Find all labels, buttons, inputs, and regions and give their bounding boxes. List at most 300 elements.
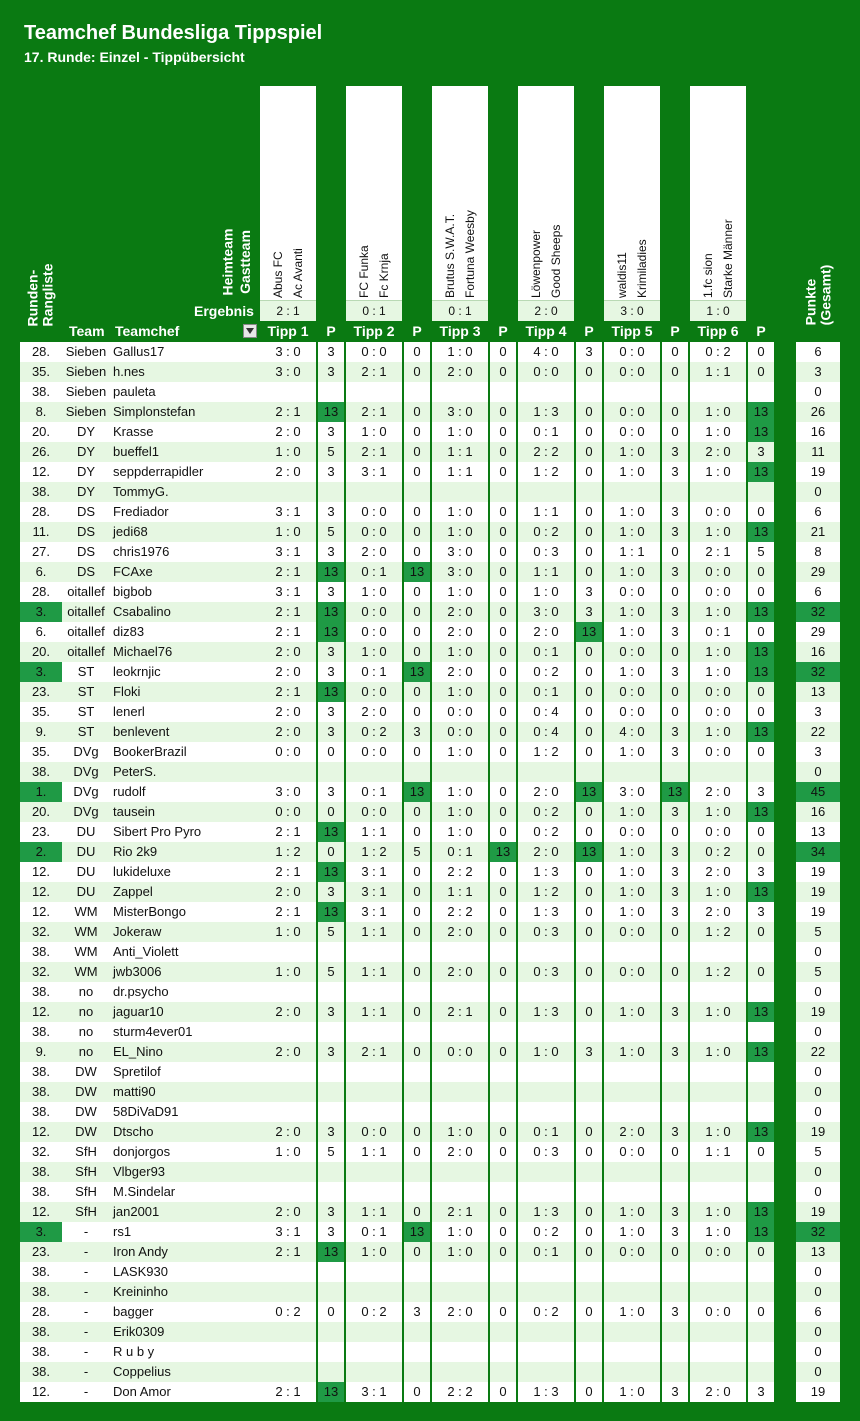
tipp-cell: 1 : 0 bbox=[604, 562, 660, 582]
teamchef-cell: Michael76 bbox=[110, 642, 260, 662]
rank-cell: 38. bbox=[20, 1322, 62, 1342]
team-cell: WM bbox=[62, 902, 110, 922]
points-cell: 0 bbox=[576, 962, 602, 982]
tipp-cell: 2 : 1 bbox=[260, 562, 316, 582]
points-cell: 3 bbox=[576, 582, 602, 602]
tipp-cell: 1 : 3 bbox=[518, 1382, 574, 1402]
table-row[interactable] bbox=[0, 1382, 860, 1402]
table-row[interactable] bbox=[0, 782, 860, 802]
points-cell bbox=[576, 942, 602, 962]
tipp-cell bbox=[260, 1322, 316, 1342]
tipp-cell: 0 : 3 bbox=[518, 542, 574, 562]
tipp-cell bbox=[346, 482, 402, 502]
table-row[interactable] bbox=[0, 1102, 860, 1122]
teamchef-cell: FCAxe bbox=[110, 562, 260, 582]
tipp-cell bbox=[260, 1262, 316, 1282]
points-cell: 0 bbox=[748, 962, 774, 982]
table-row[interactable] bbox=[0, 1062, 860, 1082]
tipp-cell bbox=[432, 1282, 488, 1302]
points-cell: 0 bbox=[404, 922, 430, 942]
teamchef-cell: leokrnjic bbox=[110, 662, 260, 682]
tipp-cell: 2 : 2 bbox=[518, 442, 574, 462]
points-cell: 13 bbox=[318, 1242, 344, 1262]
points-cell: 0 bbox=[576, 1222, 602, 1242]
table-row[interactable] bbox=[0, 522, 860, 542]
teamchef-cell: Gallus17 bbox=[110, 342, 260, 362]
tipp-cell bbox=[518, 982, 574, 1002]
tipp-cell: 2 : 1 bbox=[260, 822, 316, 842]
tipp-cell bbox=[260, 482, 316, 502]
tipp-cell bbox=[604, 1262, 660, 1282]
table-row[interactable] bbox=[0, 1142, 860, 1162]
points-cell bbox=[662, 1082, 688, 1102]
tipp-cell: 1 : 0 bbox=[604, 462, 660, 482]
tipp-column-header: Tipp 1 bbox=[267, 323, 309, 339]
total-points-cell: 16 bbox=[796, 422, 840, 442]
team-cell: ST bbox=[62, 662, 110, 682]
table-row[interactable] bbox=[0, 842, 860, 862]
table-row[interactable] bbox=[0, 1182, 860, 1202]
points-cell: 13 bbox=[318, 862, 344, 882]
table-row[interactable] bbox=[0, 1002, 860, 1022]
away-team: Fc Krnja bbox=[377, 253, 391, 298]
points-cell: 3 bbox=[662, 522, 688, 542]
table-row[interactable] bbox=[0, 502, 860, 522]
points-cell bbox=[490, 482, 516, 502]
tipp-cell: 4 : 0 bbox=[518, 342, 574, 362]
table-row[interactable] bbox=[0, 862, 860, 882]
points-cell: 0 bbox=[490, 702, 516, 722]
team-cell: - bbox=[62, 1362, 110, 1382]
table-row[interactable] bbox=[0, 562, 860, 582]
tipp-cell bbox=[346, 382, 402, 402]
tipp-cell bbox=[432, 1062, 488, 1082]
points-cell bbox=[404, 1082, 430, 1102]
points-cell: 0 bbox=[404, 1202, 430, 1222]
tipp-cell: 1 : 0 bbox=[432, 742, 488, 762]
points-cell: 0 bbox=[404, 642, 430, 662]
table-row[interactable] bbox=[0, 682, 860, 702]
rank-cell: 23. bbox=[20, 1242, 62, 1262]
tipp-cell: 2 : 0 bbox=[260, 1122, 316, 1142]
away-team: Fortuna Weesby bbox=[463, 210, 477, 298]
points-cell: 3 bbox=[318, 722, 344, 742]
points-cell: 0 bbox=[404, 462, 430, 482]
table-row[interactable] bbox=[0, 1302, 860, 1322]
points-cell bbox=[662, 1262, 688, 1282]
points-cell bbox=[748, 1282, 774, 1302]
tipp-cell bbox=[432, 1182, 488, 1202]
tipp-cell: 1 : 0 bbox=[690, 1202, 746, 1222]
tipp-cell bbox=[690, 1282, 746, 1302]
points-cell: 13 bbox=[748, 1122, 774, 1142]
tipp-cell: 0 : 2 bbox=[690, 842, 746, 862]
tipp-cell: 0 : 0 bbox=[432, 1042, 488, 1062]
tipp-cell bbox=[518, 1022, 574, 1042]
tipp-cell: 1 : 0 bbox=[690, 602, 746, 622]
points-cell: 3 bbox=[576, 1042, 602, 1062]
points-cell: 5 bbox=[318, 442, 344, 462]
points-cell: 3 bbox=[662, 1222, 688, 1242]
team-cell: DY bbox=[62, 422, 110, 442]
team-cell: DU bbox=[62, 822, 110, 842]
rank-cell: 35. bbox=[20, 362, 62, 382]
table-row[interactable] bbox=[0, 1242, 860, 1262]
tipp-cell bbox=[604, 1362, 660, 1382]
total-points-cell: 5 bbox=[796, 962, 840, 982]
total-points-cell: 0 bbox=[796, 482, 840, 502]
table-row[interactable] bbox=[0, 1162, 860, 1182]
table-row[interactable] bbox=[0, 1122, 860, 1142]
points-cell: 13 bbox=[748, 402, 774, 422]
points-cell bbox=[576, 1162, 602, 1182]
points-cell: 0 bbox=[662, 582, 688, 602]
points-cell: 0 bbox=[576, 702, 602, 722]
table-row[interactable] bbox=[0, 382, 860, 402]
points-cell: 0 bbox=[748, 362, 774, 382]
table-row[interactable] bbox=[0, 802, 860, 822]
points-cell: 0 bbox=[576, 502, 602, 522]
home-team: Löwenpower bbox=[529, 229, 543, 298]
team-cell: no bbox=[62, 1022, 110, 1042]
tipp-cell bbox=[346, 762, 402, 782]
total-points-cell: 3 bbox=[796, 702, 840, 722]
table-row[interactable] bbox=[0, 882, 860, 902]
points-cell bbox=[318, 1022, 344, 1042]
tipp-cell bbox=[432, 1322, 488, 1342]
points-cell: 0 bbox=[662, 402, 688, 422]
team-cell: SfH bbox=[62, 1162, 110, 1182]
team-cell: oitallef bbox=[62, 602, 110, 622]
points-cell: 0 bbox=[490, 562, 516, 582]
tipp-cell: 4 : 0 bbox=[604, 722, 660, 742]
teamchef-cell: Don Amor bbox=[110, 1382, 260, 1402]
tipp-cell bbox=[518, 1262, 574, 1282]
table-row[interactable] bbox=[0, 602, 860, 622]
points-cell bbox=[748, 1022, 774, 1042]
teamchef-cell: Coppelius bbox=[110, 1362, 260, 1382]
points-cell: 0 bbox=[576, 402, 602, 422]
points-cell: 0 bbox=[662, 962, 688, 982]
points-cell: 0 bbox=[662, 922, 688, 942]
tipp-cell: 0 : 0 bbox=[690, 702, 746, 722]
teamchef-cell: Kreininho bbox=[110, 1282, 260, 1302]
total-points-cell: 0 bbox=[796, 1162, 840, 1182]
table-row[interactable] bbox=[0, 762, 860, 782]
points-cell: 13 bbox=[576, 622, 602, 642]
tipp-cell: 2 : 1 bbox=[346, 1042, 402, 1062]
teamchef-cell: bigbob bbox=[110, 582, 260, 602]
tipp-cell: 2 : 0 bbox=[260, 882, 316, 902]
points-cell: 0 bbox=[490, 882, 516, 902]
tipp-cell: 1 : 3 bbox=[518, 1002, 574, 1022]
tipp-cell: 2 : 2 bbox=[432, 902, 488, 922]
tipp-cell: 0 : 0 bbox=[604, 922, 660, 942]
team-column-header: Team bbox=[69, 323, 105, 339]
tipp-cell bbox=[432, 1082, 488, 1102]
table-row[interactable] bbox=[0, 982, 860, 1002]
tipp-cell: 3 : 1 bbox=[346, 882, 402, 902]
table-row[interactable] bbox=[0, 402, 860, 422]
teamchef-cell: PeterS. bbox=[110, 762, 260, 782]
tipp-cell: 2 : 2 bbox=[432, 862, 488, 882]
tipp-cell: 1 : 1 bbox=[518, 502, 574, 522]
table-row[interactable] bbox=[0, 422, 860, 442]
teamchef-cell: chris1976 bbox=[110, 542, 260, 562]
points-cell: 0 bbox=[748, 682, 774, 702]
points-cell: 3 bbox=[748, 902, 774, 922]
points-cell bbox=[576, 1102, 602, 1122]
tipp-cell bbox=[604, 1282, 660, 1302]
points-cell bbox=[490, 1282, 516, 1302]
points-cell bbox=[490, 1262, 516, 1282]
table-row[interactable] bbox=[0, 342, 860, 362]
points-cell: 0 bbox=[576, 862, 602, 882]
tipp-cell: 1 : 1 bbox=[346, 962, 402, 982]
tipp-cell: 0 : 4 bbox=[518, 702, 574, 722]
tipp-cell: 0 : 0 bbox=[690, 1302, 746, 1322]
points-cell: 13 bbox=[318, 402, 344, 422]
table-row[interactable] bbox=[0, 1082, 860, 1102]
table-row[interactable] bbox=[0, 442, 860, 462]
rank-cell: 23. bbox=[20, 682, 62, 702]
points-cell: 0 bbox=[490, 1122, 516, 1142]
points-cell: 3 bbox=[748, 442, 774, 462]
tipp-cell: 1 : 0 bbox=[260, 922, 316, 942]
table-row[interactable] bbox=[0, 1042, 860, 1062]
tipp-cell: 1 : 1 bbox=[518, 562, 574, 582]
points-cell: 0 bbox=[662, 362, 688, 382]
tipp-cell: 1 : 0 bbox=[604, 1002, 660, 1022]
points-column-header: P bbox=[670, 323, 680, 339]
teamchef-cell: rudolf bbox=[110, 782, 260, 802]
points-cell: 0 bbox=[576, 362, 602, 382]
points-cell: 3 bbox=[662, 562, 688, 582]
points-cell bbox=[404, 1022, 430, 1042]
points-cell bbox=[318, 1322, 344, 1342]
total-points-cell: 0 bbox=[796, 1102, 840, 1122]
points-cell bbox=[748, 1082, 774, 1102]
teamchef-cell: Floki bbox=[110, 682, 260, 702]
tipp-cell bbox=[604, 942, 660, 962]
total-points-cell: 32 bbox=[796, 602, 840, 622]
points-cell bbox=[404, 982, 430, 1002]
points-cell: 13 bbox=[490, 842, 516, 862]
tipp-cell: 3 : 1 bbox=[346, 1382, 402, 1402]
points-cell: 0 bbox=[404, 1242, 430, 1262]
tipp-cell: 1 : 0 bbox=[604, 1202, 660, 1222]
teamchef-cell: Erik0309 bbox=[110, 1322, 260, 1342]
filter-dropdown-button[interactable] bbox=[243, 324, 257, 338]
tipp-cell: 0 : 2 bbox=[518, 1302, 574, 1322]
table-row[interactable] bbox=[0, 1282, 860, 1302]
points-cell: 0 bbox=[576, 1002, 602, 1022]
team-cell: DW bbox=[62, 1102, 110, 1122]
tipp-cell: 2 : 0 bbox=[690, 782, 746, 802]
rank-cell: 20. bbox=[20, 802, 62, 822]
points-cell bbox=[576, 1262, 602, 1282]
total-points-cell: 19 bbox=[796, 882, 840, 902]
table-row[interactable] bbox=[0, 662, 860, 682]
tipp-cell: 1 : 0 bbox=[432, 1242, 488, 1262]
table-row[interactable] bbox=[0, 902, 860, 922]
rank-header: Runden-Rangliste bbox=[24, 263, 56, 327]
points-cell: 0 bbox=[490, 782, 516, 802]
chevron-down-icon bbox=[246, 328, 254, 334]
points-cell: 0 bbox=[662, 642, 688, 662]
teamchef-cell: h.nes bbox=[110, 362, 260, 382]
points-cell bbox=[748, 1182, 774, 1202]
total-points-cell: 0 bbox=[796, 762, 840, 782]
tipp-cell: 2 : 0 bbox=[432, 662, 488, 682]
tipp-cell bbox=[518, 1082, 574, 1102]
points-cell: 3 bbox=[318, 1122, 344, 1142]
table-row[interactable] bbox=[0, 1262, 860, 1282]
points-cell: 3 bbox=[662, 902, 688, 922]
tipp-cell: 0 : 1 bbox=[346, 662, 402, 682]
total-points-cell: 29 bbox=[796, 622, 840, 642]
tipp-cell: 1 : 0 bbox=[432, 342, 488, 362]
total-points-cell: 0 bbox=[796, 1062, 840, 1082]
points-cell bbox=[318, 1362, 344, 1382]
teamchef-cell: jedi68 bbox=[110, 522, 260, 542]
points-cell bbox=[662, 1162, 688, 1182]
table-row[interactable] bbox=[0, 1362, 860, 1382]
tipp-cell: 1 : 0 bbox=[260, 962, 316, 982]
home-team: waldis11 bbox=[615, 252, 629, 298]
tipp-cell: 2 : 0 bbox=[432, 922, 488, 942]
tipp-cell: 3 : 0 bbox=[518, 602, 574, 622]
tipp-cell: 1 : 0 bbox=[432, 422, 488, 442]
tipp-cell: 3 : 1 bbox=[346, 862, 402, 882]
table-row[interactable] bbox=[0, 542, 860, 562]
table-row[interactable] bbox=[0, 642, 860, 662]
points-column-header: P bbox=[584, 323, 594, 339]
points-cell: 0 bbox=[404, 362, 430, 382]
points-cell bbox=[490, 1082, 516, 1102]
teamchef-cell: M.Sindelar bbox=[110, 1182, 260, 1202]
tipp-cell: 2 : 1 bbox=[260, 902, 316, 922]
table-row[interactable] bbox=[0, 1222, 860, 1242]
rank-cell: 38. bbox=[20, 1342, 62, 1362]
tipp-cell bbox=[260, 1062, 316, 1082]
points-cell bbox=[662, 1022, 688, 1042]
points-cell bbox=[404, 1322, 430, 1342]
game-teams bbox=[690, 86, 746, 298]
points-cell: 3 bbox=[662, 742, 688, 762]
table-row[interactable] bbox=[0, 702, 860, 722]
tipp-cell bbox=[260, 1082, 316, 1102]
rank-cell: 3. bbox=[20, 602, 62, 622]
tipp-cell bbox=[690, 482, 746, 502]
table-row[interactable] bbox=[0, 482, 860, 502]
points-cell bbox=[490, 1162, 516, 1182]
game-header-2 bbox=[346, 86, 402, 321]
table-row[interactable] bbox=[0, 1202, 860, 1222]
points-column-header: P bbox=[326, 323, 336, 339]
away-team: Starke Männer bbox=[721, 219, 735, 298]
table-row[interactable] bbox=[0, 742, 860, 762]
table-row[interactable] bbox=[0, 922, 860, 942]
tipp-cell: 2 : 1 bbox=[260, 602, 316, 622]
tipp-cell: 1 : 1 bbox=[432, 882, 488, 902]
home-team: FC Funka bbox=[357, 245, 371, 298]
points-cell bbox=[576, 1322, 602, 1342]
points-cell: 13 bbox=[748, 642, 774, 662]
points-cell bbox=[318, 1062, 344, 1082]
points-cell bbox=[318, 1162, 344, 1182]
table-row[interactable] bbox=[0, 822, 860, 842]
tipp-cell bbox=[432, 1342, 488, 1362]
table-row[interactable] bbox=[0, 362, 860, 382]
tipp-cell: 1 : 0 bbox=[432, 802, 488, 822]
tipp-cell: 3 : 1 bbox=[346, 902, 402, 922]
tipp-cell: 1 : 0 bbox=[604, 902, 660, 922]
tipp-cell bbox=[432, 942, 488, 962]
points-cell: 0 bbox=[490, 422, 516, 442]
tipp-cell: 0 : 1 bbox=[346, 562, 402, 582]
teamchef-cell: lenerl bbox=[110, 702, 260, 722]
teamchef-cell: Dtscho bbox=[110, 1122, 260, 1142]
tipp-cell: 2 : 1 bbox=[260, 1242, 316, 1262]
tipp-cell: 1 : 3 bbox=[518, 402, 574, 422]
points-cell: 3 bbox=[318, 782, 344, 802]
tipp-cell bbox=[518, 1362, 574, 1382]
tipp-cell: 0 : 0 bbox=[690, 562, 746, 582]
table-row[interactable] bbox=[0, 1022, 860, 1042]
team-cell: DW bbox=[62, 1082, 110, 1102]
total-points-cell: 34 bbox=[796, 842, 840, 862]
tipp-cell: 2 : 1 bbox=[260, 1382, 316, 1402]
teamchef-cell: R u b y bbox=[110, 1342, 260, 1362]
total-points-cell: 29 bbox=[796, 562, 840, 582]
tipp-cell: 1 : 0 bbox=[346, 422, 402, 442]
tipp-cell: 0 : 0 bbox=[260, 742, 316, 762]
tipp-cell: 0 : 3 bbox=[518, 922, 574, 942]
table-row[interactable] bbox=[0, 962, 860, 982]
points-cell bbox=[662, 942, 688, 962]
team-cell: DVg bbox=[62, 782, 110, 802]
heimteam-label: Heimteam bbox=[219, 228, 236, 296]
game-teams bbox=[260, 86, 316, 298]
tipp-cell: 2 : 1 bbox=[346, 402, 402, 422]
points-cell: 3 bbox=[318, 342, 344, 362]
table-row[interactable] bbox=[0, 462, 860, 482]
points-cell bbox=[404, 762, 430, 782]
table-row[interactable] bbox=[0, 722, 860, 742]
tipp-cell: 1 : 0 bbox=[432, 1222, 488, 1242]
points-cell: 0 bbox=[576, 1382, 602, 1402]
teamchef-cell: jan2001 bbox=[110, 1202, 260, 1222]
tipp-cell bbox=[432, 1102, 488, 1122]
table-row[interactable] bbox=[0, 1342, 860, 1362]
points-cell bbox=[662, 1322, 688, 1342]
points-cell: 0 bbox=[490, 542, 516, 562]
table-row[interactable] bbox=[0, 582, 860, 602]
points-cell: 0 bbox=[404, 702, 430, 722]
points-cell: 3 bbox=[318, 462, 344, 482]
teamchef-cell: LASK930 bbox=[110, 1262, 260, 1282]
tipp-cell bbox=[518, 1282, 574, 1302]
points-cell: 3 bbox=[662, 862, 688, 882]
table-row[interactable] bbox=[0, 622, 860, 642]
tipp-cell: 2 : 0 bbox=[690, 442, 746, 462]
rank-cell: 8. bbox=[20, 402, 62, 422]
team-cell: oitallef bbox=[62, 622, 110, 642]
table-row[interactable] bbox=[0, 1322, 860, 1342]
table-row[interactable] bbox=[0, 942, 860, 962]
tipp-cell: 0 : 0 bbox=[690, 682, 746, 702]
